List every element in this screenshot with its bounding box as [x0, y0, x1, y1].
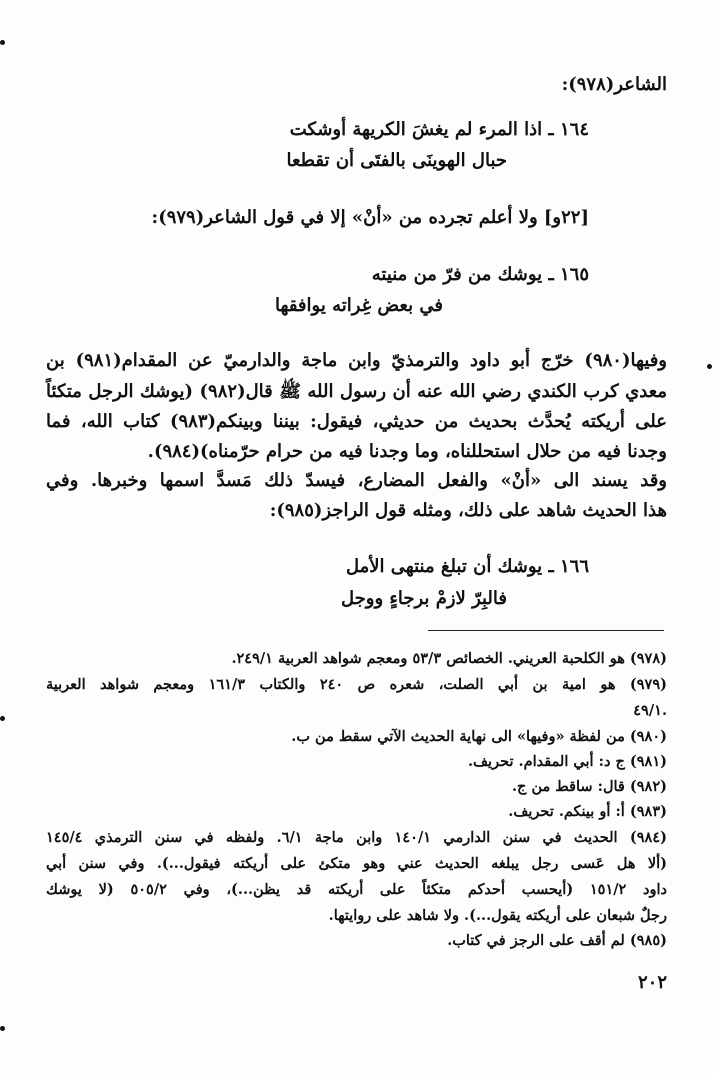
- scan-mark-top: [0, 40, 5, 45]
- verse-166-first-hemistich: ١٦٦ ـ يوشك أن تبلغ منتهى الأمل: [346, 556, 589, 577]
- verse-164-first-hemistich: ١٦٤ ـ اذا المرء لم يغشَ الكريهة أوشكت: [289, 119, 589, 140]
- intro-line: الشاعر(٩٧٨):: [561, 74, 667, 95]
- footnote-separator: [428, 630, 664, 631]
- paragraph-1-line-4: وجدنا فيه من حلال استحللناه، وما وجدنا فيه من حرام حرّمناه)(٩٨٤).: [147, 441, 667, 462]
- footnote-984-line-3: داود ١٥١/٢ (أيحسب أحدكم متكئاً على أريكته قد يظن...)، وفي ٥٠٥/٢ (لا يوشك: [46, 881, 668, 898]
- page-number: ٢٠٢: [637, 972, 667, 993]
- paragraph-2-line-1: وقد يسند الى «أنْ» والفعل المضارع، فيسدّ ذلك مَسدَّ اسمها وخبرها. وفي: [46, 470, 667, 491]
- footnote-984-line-4: رجلٌ شبعان على أريكته يقول...). ولا شاهد على روايتها.: [328, 907, 667, 924]
- footnote-982: (٩٨٢) قال: ساقط من ج.: [511, 778, 667, 795]
- scan-mark-bottom: [0, 1026, 5, 1031]
- scan-mark-middle: [707, 364, 712, 369]
- footnote-980: (٩٨٠) من لفظة «وفيها» الى نهاية الحديث الآتي سقط من ب.: [291, 728, 667, 745]
- footnote-983: (٩٨٣) أ: أو بينكم. تحريف.: [508, 803, 667, 820]
- footnote-979-continued: ٤٩/١.: [633, 702, 667, 719]
- footnote-984: (٩٨٤) الحديث في سنن الدارمي ١٤٠/١ وابن ماجة ٦/١. ولفظه في سنن الترمذي ١٤٥/٤: [46, 829, 668, 846]
- verse-166-second-hemistich: فالبِرّ لازمْ برجاءٍ ووجل: [341, 588, 507, 609]
- verse-165-first-hemistich: ١٦٥ ـ يوشك من فرّ من منيته: [371, 264, 589, 285]
- paragraph-1-line-3: على أريكته يُحدَّث بحديث من حديثي، فيقول: بيننا وبينكم(٩٨٣) كتاب الله، فما: [46, 411, 667, 432]
- footnote-985: (٩٨٥) لم أقف على الرجز في كتاب.: [447, 932, 667, 949]
- verse-164-second-hemistich: حبال الهوينَى بالفتَى أن تقطعا: [286, 150, 507, 171]
- footnote-981: (٩٨١) ج د: أبي المقدام. تحريف.: [468, 753, 667, 770]
- paragraph-2-line-2: هذا الحديث شاهد على ذلك، ومثله قول الراجز(٩٨٥):: [269, 500, 667, 521]
- scan-mark-left: [0, 716, 5, 721]
- note-line: [٢٢و] ولا أعلم تجرده من «أنْ» إلا في قول الشاعر(٩٧٩):: [151, 207, 589, 228]
- verse-165-second-hemistich: في بعض غِراته يوافقها: [275, 295, 443, 316]
- paragraph-1-line-2: معدي كرب الكندي رضي الله عنه أن رسول الله ﷺ قال(٩٨٢) (يوشك الرجل متكئاً: [46, 381, 668, 402]
- footnote-984-line-2: (ألا هل عَسى رجل يبلغه الحديث عني وهو متكئ على أريكته فيقول...). وفي سنن أبي: [46, 855, 667, 872]
- footnote-978: (٩٧٨) هو الكلحبة العريني. الخصائص ٥٣/٣ ومعجم شواهد العربية ٢٤٩/١.: [231, 650, 667, 667]
- paragraph-1-line-1: وفيها(٩٨٠) خرّج أبو داود والترمذيّ وابن ماجة والدارميّ عن المقدام(٩٨١) بن: [46, 350, 667, 371]
- footnote-979: (٩٧٩) هو امية بن أبي الصلت، شعره ص ٢٤٠ والكتاب ١٦١/٣ ومعجم شواهد العربية: [46, 676, 667, 693]
